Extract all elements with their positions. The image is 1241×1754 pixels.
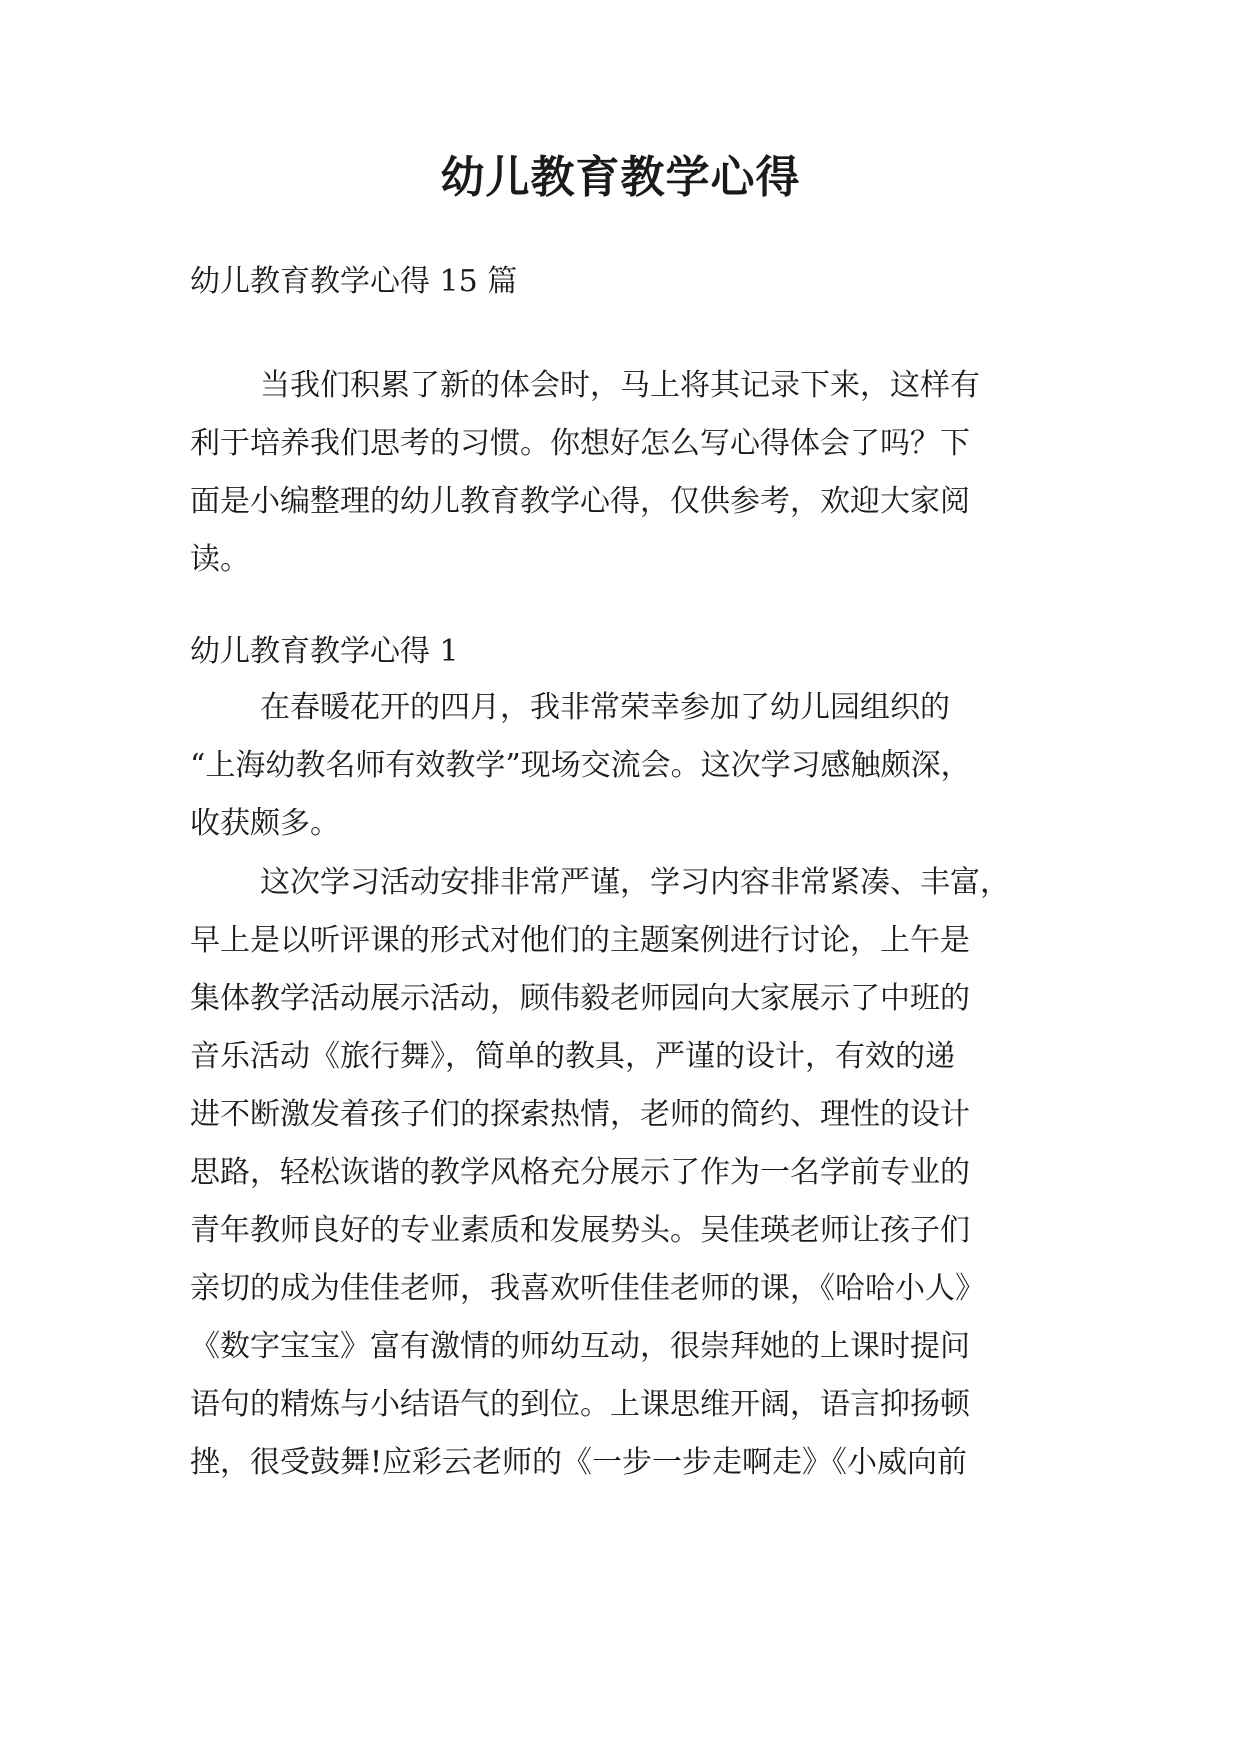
intro-paragraph [190, 357, 1050, 589]
paragraph-line: 思路，轻松诙谐的教学风格充分展示了作为一名学前专业的 [190, 1155, 970, 1190]
paragraph-line: 收获颇多。 [190, 806, 340, 841]
paragraph-line: 青年教师良好的专业素质和发展势头。吴佳瑛老师让孩子们 [190, 1213, 970, 1248]
paragraph-2 [190, 854, 1050, 1492]
paragraph-line: 亲切的成为佳佳老师，我喜欢听佳佳老师的课，《哈哈小人》 [190, 1271, 985, 1306]
document-subtitle: 幼儿教育教学心得 15 篇 [190, 264, 518, 299]
section-heading: 幼儿教育教学心得 1 [190, 634, 459, 669]
intro-line: 读。 [190, 542, 250, 577]
paragraph-line: 《数字宝宝》富有激情的师幼互动，很崇拜她的上课时提问 [190, 1329, 970, 1364]
paragraph-line: “上海幼教名师有效教学”现场交流会。这次学习感触颇深， [190, 748, 971, 783]
intro-line: 当我们积累了新的体会时，马上将其记录下来，这样有 [260, 368, 980, 403]
paragraph-line: 挫，很受鼓舞!应彩云老师的《一步一步走啊走》《小威向前 [190, 1445, 968, 1480]
paragraph-line: 集体教学活动展示活动，顾伟毅老师园向大家展示了中班的 [190, 981, 970, 1016]
paragraph-line: 在春暖花开的四月，我非常荣幸参加了幼儿园组织的 [260, 690, 950, 725]
paragraph-1 [190, 679, 1050, 853]
document-title: 幼儿教育教学心得 [440, 152, 801, 203]
paragraph-line: 音乐活动《旅行舞》，简单的教具，严谨的设计，有效的递 [190, 1039, 955, 1074]
paragraph-line: 进不断激发着孩子们的探索热情，老师的简约、理性的设计 [190, 1097, 970, 1132]
intro-line: 面是小编整理的幼儿教育教学心得，仅供参考，欢迎大家阅 [190, 484, 970, 519]
paragraph-line: 这次学习活动安排非常严谨，学习内容非常紧凑、丰富， [260, 865, 1010, 900]
paragraph-line: 语句的精炼与小结语气的到位。上课思维开阔，语言抑扬顿 [190, 1387, 970, 1422]
intro-line: 利于培养我们思考的习惯。你想好怎么写心得体会了吗？下 [190, 426, 970, 461]
paragraph-line: 早上是以听评课的形式对他们的主题案例进行讨论，上午是 [190, 923, 970, 958]
